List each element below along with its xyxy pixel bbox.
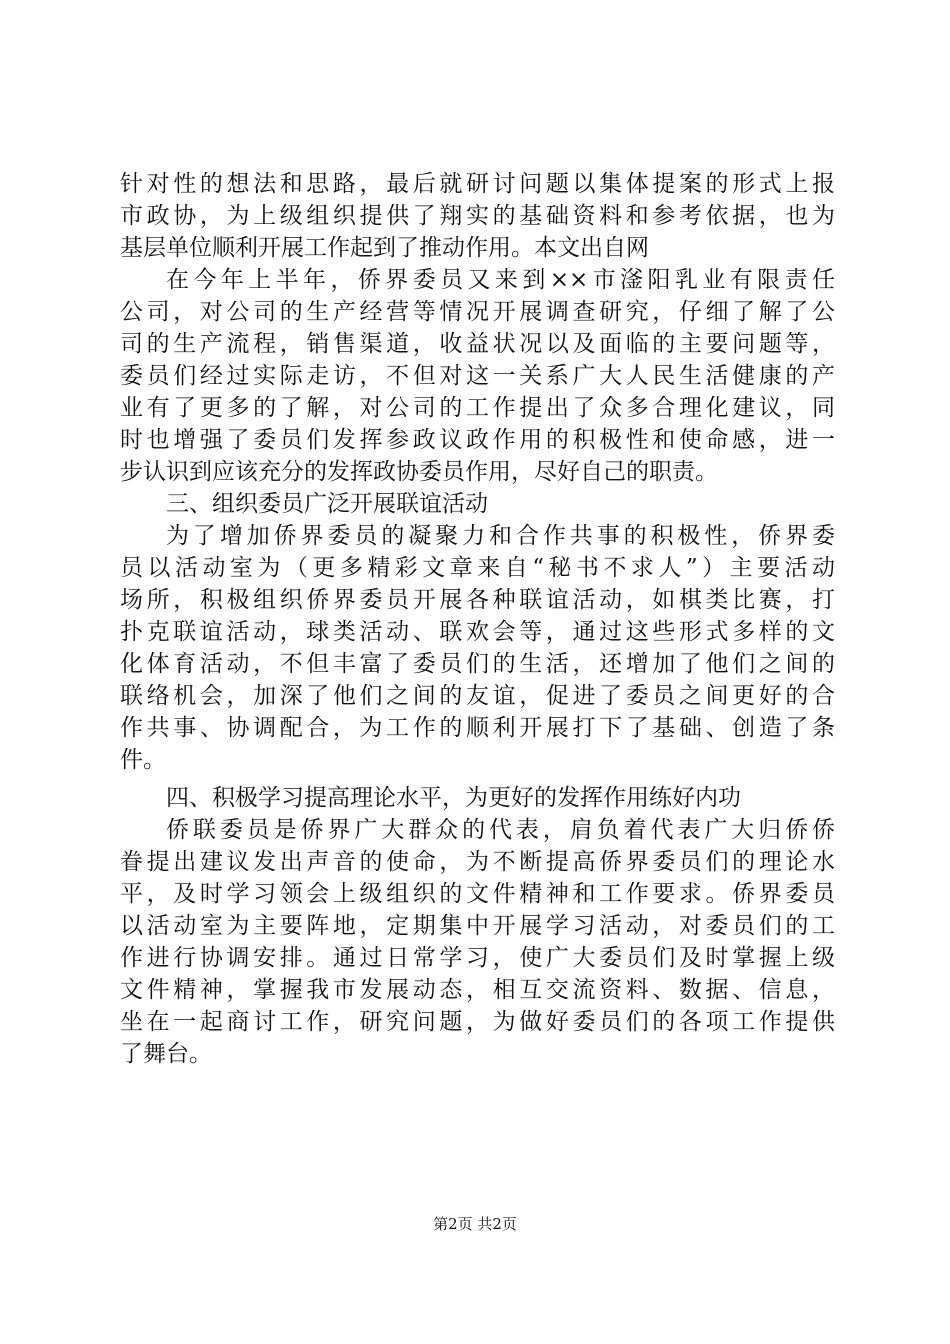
page-footer: 第2页 共2页 [433,1215,517,1233]
body-line: 司的生产流程，销售渠道，收益状况以及面临的主要问题等， [120,331,835,357]
body-line: 坐在一起商讨工作，研究问题，为做好委员们的各项工作提供 [120,1009,835,1035]
body-line: 化体育活动，不但丰富了委员们的生活，还增加了他们之间的 [120,651,835,677]
body-line: 为了增加侨界委员的凝聚力和合作共事的积极性，侨界委 [166,523,835,549]
body-line: 公司，对公司的生产经营等情况开展调查研究，仔细了解了公 [120,299,835,325]
body-line: 作共事、协调配合，为工作的顺利开展打下了基础、创造了条 [120,715,835,741]
body-line: 文件精神，掌握我市发展动态，相互交流资料、数据、信息， [120,977,835,1003]
body-line: 委员们经过实际走访，不但对这一关系广大人民生活健康的产 [120,363,835,389]
section-heading: 三、组织委员广泛开展联谊活动 [166,491,488,517]
body-line: 眷提出建议发出声音的使命，为不断提高侨界委员们的理论水 [120,849,835,875]
body-line: 扑克联谊活动，球类活动、联欢会等，通过这些形式多样的文 [120,619,835,645]
section-heading: 四、积极学习提高理论水平，为更好的发挥作用练好内功 [166,785,741,811]
body-line: 联络机会，加深了他们之间的友谊，促进了委员之间更好的合 [120,683,835,709]
body-line: 平，及时学习领会上级组织的文件精神和工作要求。侨界委员 [120,881,835,907]
body-line: 件。 [120,747,166,773]
body-line: 市政协，为上级组织提供了翔实的基础资料和参考依据，也为 [120,203,835,229]
body-line: 时也增强了委员们发挥参政议政作用的积极性和使命感，进一 [120,427,835,453]
body-line: 步认识到应该充分的发挥政协委员作用，尽好自己的职责。 [120,459,718,485]
body-line: 以活动室为主要阵地，定期集中开展学习活动，对委员们的工 [120,913,835,939]
document-body [120,168,835,1070]
body-line: 针对性的想法和思路，最后就研讨问题以集体提案的形式上报 [120,171,835,197]
body-line: 员以活动室为（更多精彩文章来自“秘书不求人”）主要活动 [120,555,835,581]
body-line: 了舞台。 [120,1041,212,1067]
body-line: 在今年上半年，侨界委员又来到××市滏阳乳业有限责任 [166,267,835,293]
body-line: 侨联委员是侨界广大群众的代表，肩负着代表广大归侨侨 [166,817,835,843]
body-line: 作进行协调安排。通过日常学习，使广大委员们及时掌握上级 [120,945,835,971]
body-line: 场所，积极组织侨界委员开展各种联谊活动，如棋类比赛，打 [120,587,835,613]
body-line: 基层单位顺利开展工作起到了推动作用。本文出自网 [120,235,649,261]
body-line: 业有了更多的了解，对公司的工作提出了众多合理化建议，同 [120,395,835,421]
